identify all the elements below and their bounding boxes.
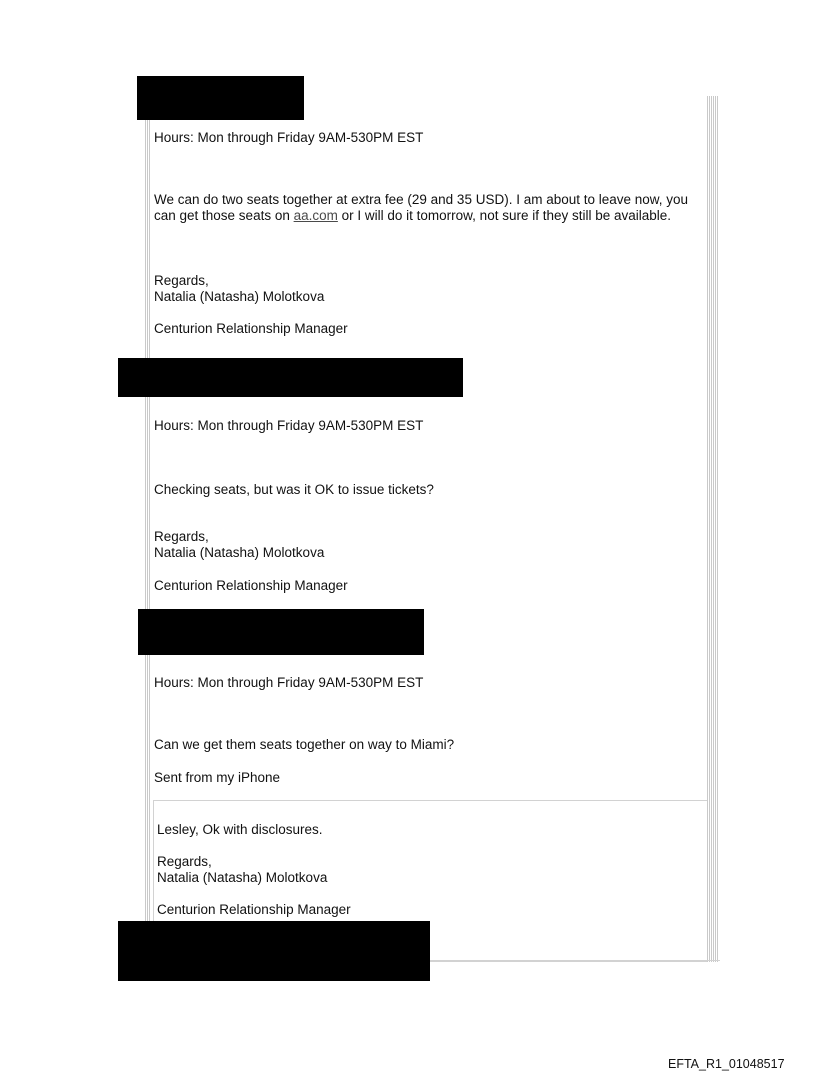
- regards-line: Regards,: [154, 273, 209, 288]
- message-body: Can we get them seats together on way to Miami?: [154, 737, 455, 752]
- regards-line: Regards,: [154, 529, 209, 544]
- sender-title: Centurion Relationship Manager: [157, 902, 351, 917]
- quote-border-right: [707, 96, 719, 962]
- message-body: Checking seats, but was it OK to issue tickets?: [154, 482, 434, 497]
- redaction-block: [137, 76, 304, 120]
- redaction-block: [118, 358, 463, 397]
- document-id: EFTA_R1_01048517: [668, 1057, 785, 1071]
- message-body: We can do two seats together at extra fee (29 and 35 USD). I am about to leave now, you can get those seats on aa.com or I will do it tomorrow, not sure if they still be available.: [154, 192, 689, 223]
- aa-link[interactable]: aa.com: [293, 208, 338, 223]
- divider: [430, 960, 720, 961]
- quote-border-left: [145, 96, 151, 962]
- sender-name: Natalia (Natasha) Molotkova: [154, 289, 325, 304]
- sender-title: Centurion Relationship Manager: [154, 578, 348, 593]
- redaction-block: [118, 921, 430, 981]
- redaction-block: [138, 609, 424, 655]
- quoted-body: Lesley, Ok with disclosures.: [157, 822, 323, 837]
- hours-line: Hours: Mon through Friday 9AM-530PM EST: [154, 675, 424, 690]
- sender-name: Natalia (Natasha) Molotkova: [154, 545, 325, 560]
- regards-line: Regards,: [157, 854, 212, 869]
- sender-title: Centurion Relationship Manager: [154, 321, 348, 336]
- hours-line: Hours: Mon through Friday 9AM-530PM EST: [154, 418, 424, 433]
- hours-line: Hours: Mon through Friday 9AM-530PM EST: [154, 130, 424, 145]
- sender-name: Natalia (Natasha) Molotkova: [157, 870, 328, 885]
- sent-from-line: Sent from my iPhone: [154, 770, 281, 785]
